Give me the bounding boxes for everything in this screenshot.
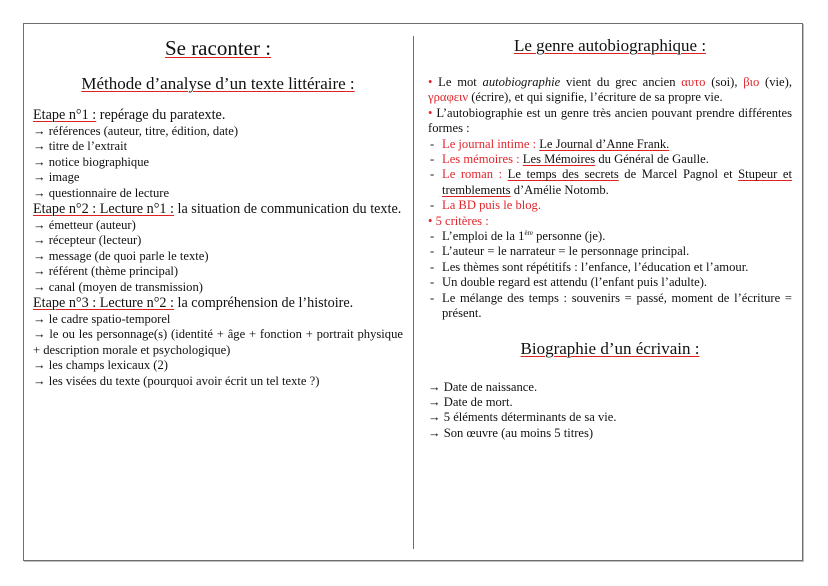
left-column bbox=[33, 33, 403, 389]
form-label: Le roman bbox=[442, 167, 494, 182]
form-item bbox=[428, 167, 792, 198]
step-1-text: repérage du paratexte. bbox=[96, 107, 226, 123]
step-1-heading bbox=[33, 107, 403, 124]
dash-icon: - bbox=[430, 275, 435, 290]
text: du Général de Gaulle. bbox=[595, 152, 709, 167]
criteria-heading-text: 5 critères : bbox=[432, 213, 489, 228]
list-item: → Son œuvre (au moins 5 titres) bbox=[428, 425, 594, 440]
list-item: → le cadre spatio-temporel bbox=[33, 312, 171, 327]
list-item: → canal (moyen de transmission) bbox=[33, 279, 203, 294]
genre-title bbox=[428, 35, 792, 57]
text: L’emploi de la 1 bbox=[442, 229, 525, 244]
work-title: Stupeur et tremblements bbox=[442, 167, 792, 197]
criterion-item bbox=[428, 260, 792, 275]
list-item: → émetteur (auteur) bbox=[33, 218, 136, 233]
step-3-heading bbox=[33, 295, 403, 312]
list-item: → questionnaire de lecture bbox=[33, 185, 170, 200]
criterion-item bbox=[428, 229, 792, 244]
form-label: Le journal intime bbox=[442, 136, 530, 151]
text: Un double regard est attendu (l’enfant puis l’adulte). bbox=[442, 275, 708, 290]
step-2-heading bbox=[33, 201, 403, 218]
step-2 bbox=[33, 201, 403, 295]
text: L’auteur = le narrateur = le personnage principal. bbox=[442, 244, 690, 259]
text: Le mot bbox=[432, 75, 483, 89]
bullet-icon: • bbox=[428, 105, 433, 120]
form-item bbox=[428, 137, 792, 152]
list-item: → Date de mort. bbox=[428, 394, 513, 409]
list-item: → références (auteur, titre, édition, date) bbox=[33, 124, 239, 138]
list-item: → les visées du texte (pourquoi avoir écrit un tel texte ?) bbox=[33, 373, 320, 388]
criteria-heading bbox=[428, 214, 792, 229]
step-3-text: la compréhension de l’histoire. bbox=[173, 295, 354, 312]
list-item: → référent (thème principal) bbox=[33, 264, 179, 279]
form-item bbox=[428, 198, 792, 213]
bullet-icon: • bbox=[428, 75, 433, 89]
list-item: → récepteur (lecteur) bbox=[33, 233, 142, 248]
column-divider bbox=[413, 36, 414, 549]
dash-icon: - bbox=[430, 136, 435, 151]
text: (écrire), et qui signifie, l’écriture de sa propre vie. bbox=[468, 90, 723, 105]
dash-icon: - bbox=[430, 167, 435, 182]
text: (soi), bbox=[705, 75, 744, 89]
text: de Marcel Pagnol et bbox=[618, 167, 739, 182]
form-item bbox=[428, 152, 792, 167]
text: personne (je). bbox=[532, 229, 606, 244]
criterion-item bbox=[428, 291, 792, 322]
work-title: Le temps des secrets bbox=[507, 167, 619, 182]
etymology-paragraph bbox=[428, 75, 792, 106]
dash-icon: - bbox=[430, 290, 435, 305]
form-label: Les mémoires bbox=[442, 152, 513, 167]
page-title bbox=[33, 35, 403, 61]
italic-term: autobiographie bbox=[482, 75, 561, 89]
greek-word: αυτο bbox=[681, 75, 706, 89]
step-2-text: la situation de communication du texte. bbox=[173, 201, 402, 218]
method-subtitle-text: Méthode d’analyse d’un texte littéraire : bbox=[81, 74, 355, 93]
genre-title-text: Le genre autobiographique : bbox=[513, 36, 707, 55]
list-item: → notice biographique bbox=[33, 154, 150, 169]
page-title-text: Se raconter : bbox=[164, 36, 272, 60]
separator: : bbox=[493, 167, 508, 182]
text: L’autobiographie est un genre très ancien pouvant prendre différentes formes : bbox=[428, 105, 792, 136]
greek-word: βιο bbox=[743, 75, 760, 89]
step-1 bbox=[33, 107, 403, 201]
work-title: Les Mémoires bbox=[522, 152, 596, 167]
text: vient du grec ancien bbox=[560, 75, 682, 89]
criterion-item bbox=[428, 244, 792, 259]
bio-list bbox=[428, 380, 792, 442]
step-2-label: Etape n°2 : Lecture n°1 : bbox=[33, 201, 174, 218]
step-3-label: Etape n°3 : Lecture n°2 : bbox=[33, 295, 174, 312]
work-title: Le Journal d’Anne Frank. bbox=[539, 136, 670, 151]
step-1-label: Etape n°1 : bbox=[33, 107, 97, 123]
right-column bbox=[428, 33, 792, 441]
forms-paragraph bbox=[428, 106, 792, 137]
dash-icon: - bbox=[430, 259, 435, 274]
list-item: → 5 éléments déterminants de sa vie. bbox=[428, 410, 617, 425]
bio-title-text: Biographie d’un écrivain : bbox=[520, 338, 700, 358]
list-item: → image bbox=[33, 170, 80, 185]
step-3 bbox=[33, 295, 403, 389]
form-label: La BD puis le blog. bbox=[442, 198, 541, 213]
dash-icon: - bbox=[430, 152, 435, 167]
list-item: → Date de naissance. bbox=[428, 379, 538, 394]
dash-icon: - bbox=[430, 244, 435, 259]
bullet-icon: • bbox=[428, 213, 433, 228]
greek-word: γραφειν bbox=[428, 90, 469, 105]
separator: : bbox=[529, 136, 540, 151]
text: Le mélange des temps : souvenirs = passé, moment de l’écriture = présent. bbox=[442, 290, 792, 321]
text: d’Amélie Notomb. bbox=[510, 182, 609, 197]
criterion-item bbox=[428, 275, 792, 290]
text: Les thèmes sont répétitifs : l’enfance, l’éducation et l’amour. bbox=[442, 259, 749, 274]
list-item: → message (de quoi parle le texte) bbox=[33, 248, 209, 263]
list-item: → le ou les personnage(s) (identité + âge + fonction + portrait physique + description morale et psychologique) bbox=[33, 327, 403, 357]
dash-icon: - bbox=[430, 198, 435, 213]
list-item: → les champs lexicaux (2) bbox=[33, 358, 168, 373]
superscript: ère bbox=[524, 228, 533, 237]
list-item: → titre de l’extrait bbox=[33, 139, 128, 154]
dash-icon: - bbox=[430, 229, 435, 244]
method-subtitle bbox=[33, 73, 403, 95]
separator: : bbox=[513, 152, 523, 167]
text: (vie), bbox=[759, 75, 792, 89]
bio-title bbox=[428, 338, 792, 360]
